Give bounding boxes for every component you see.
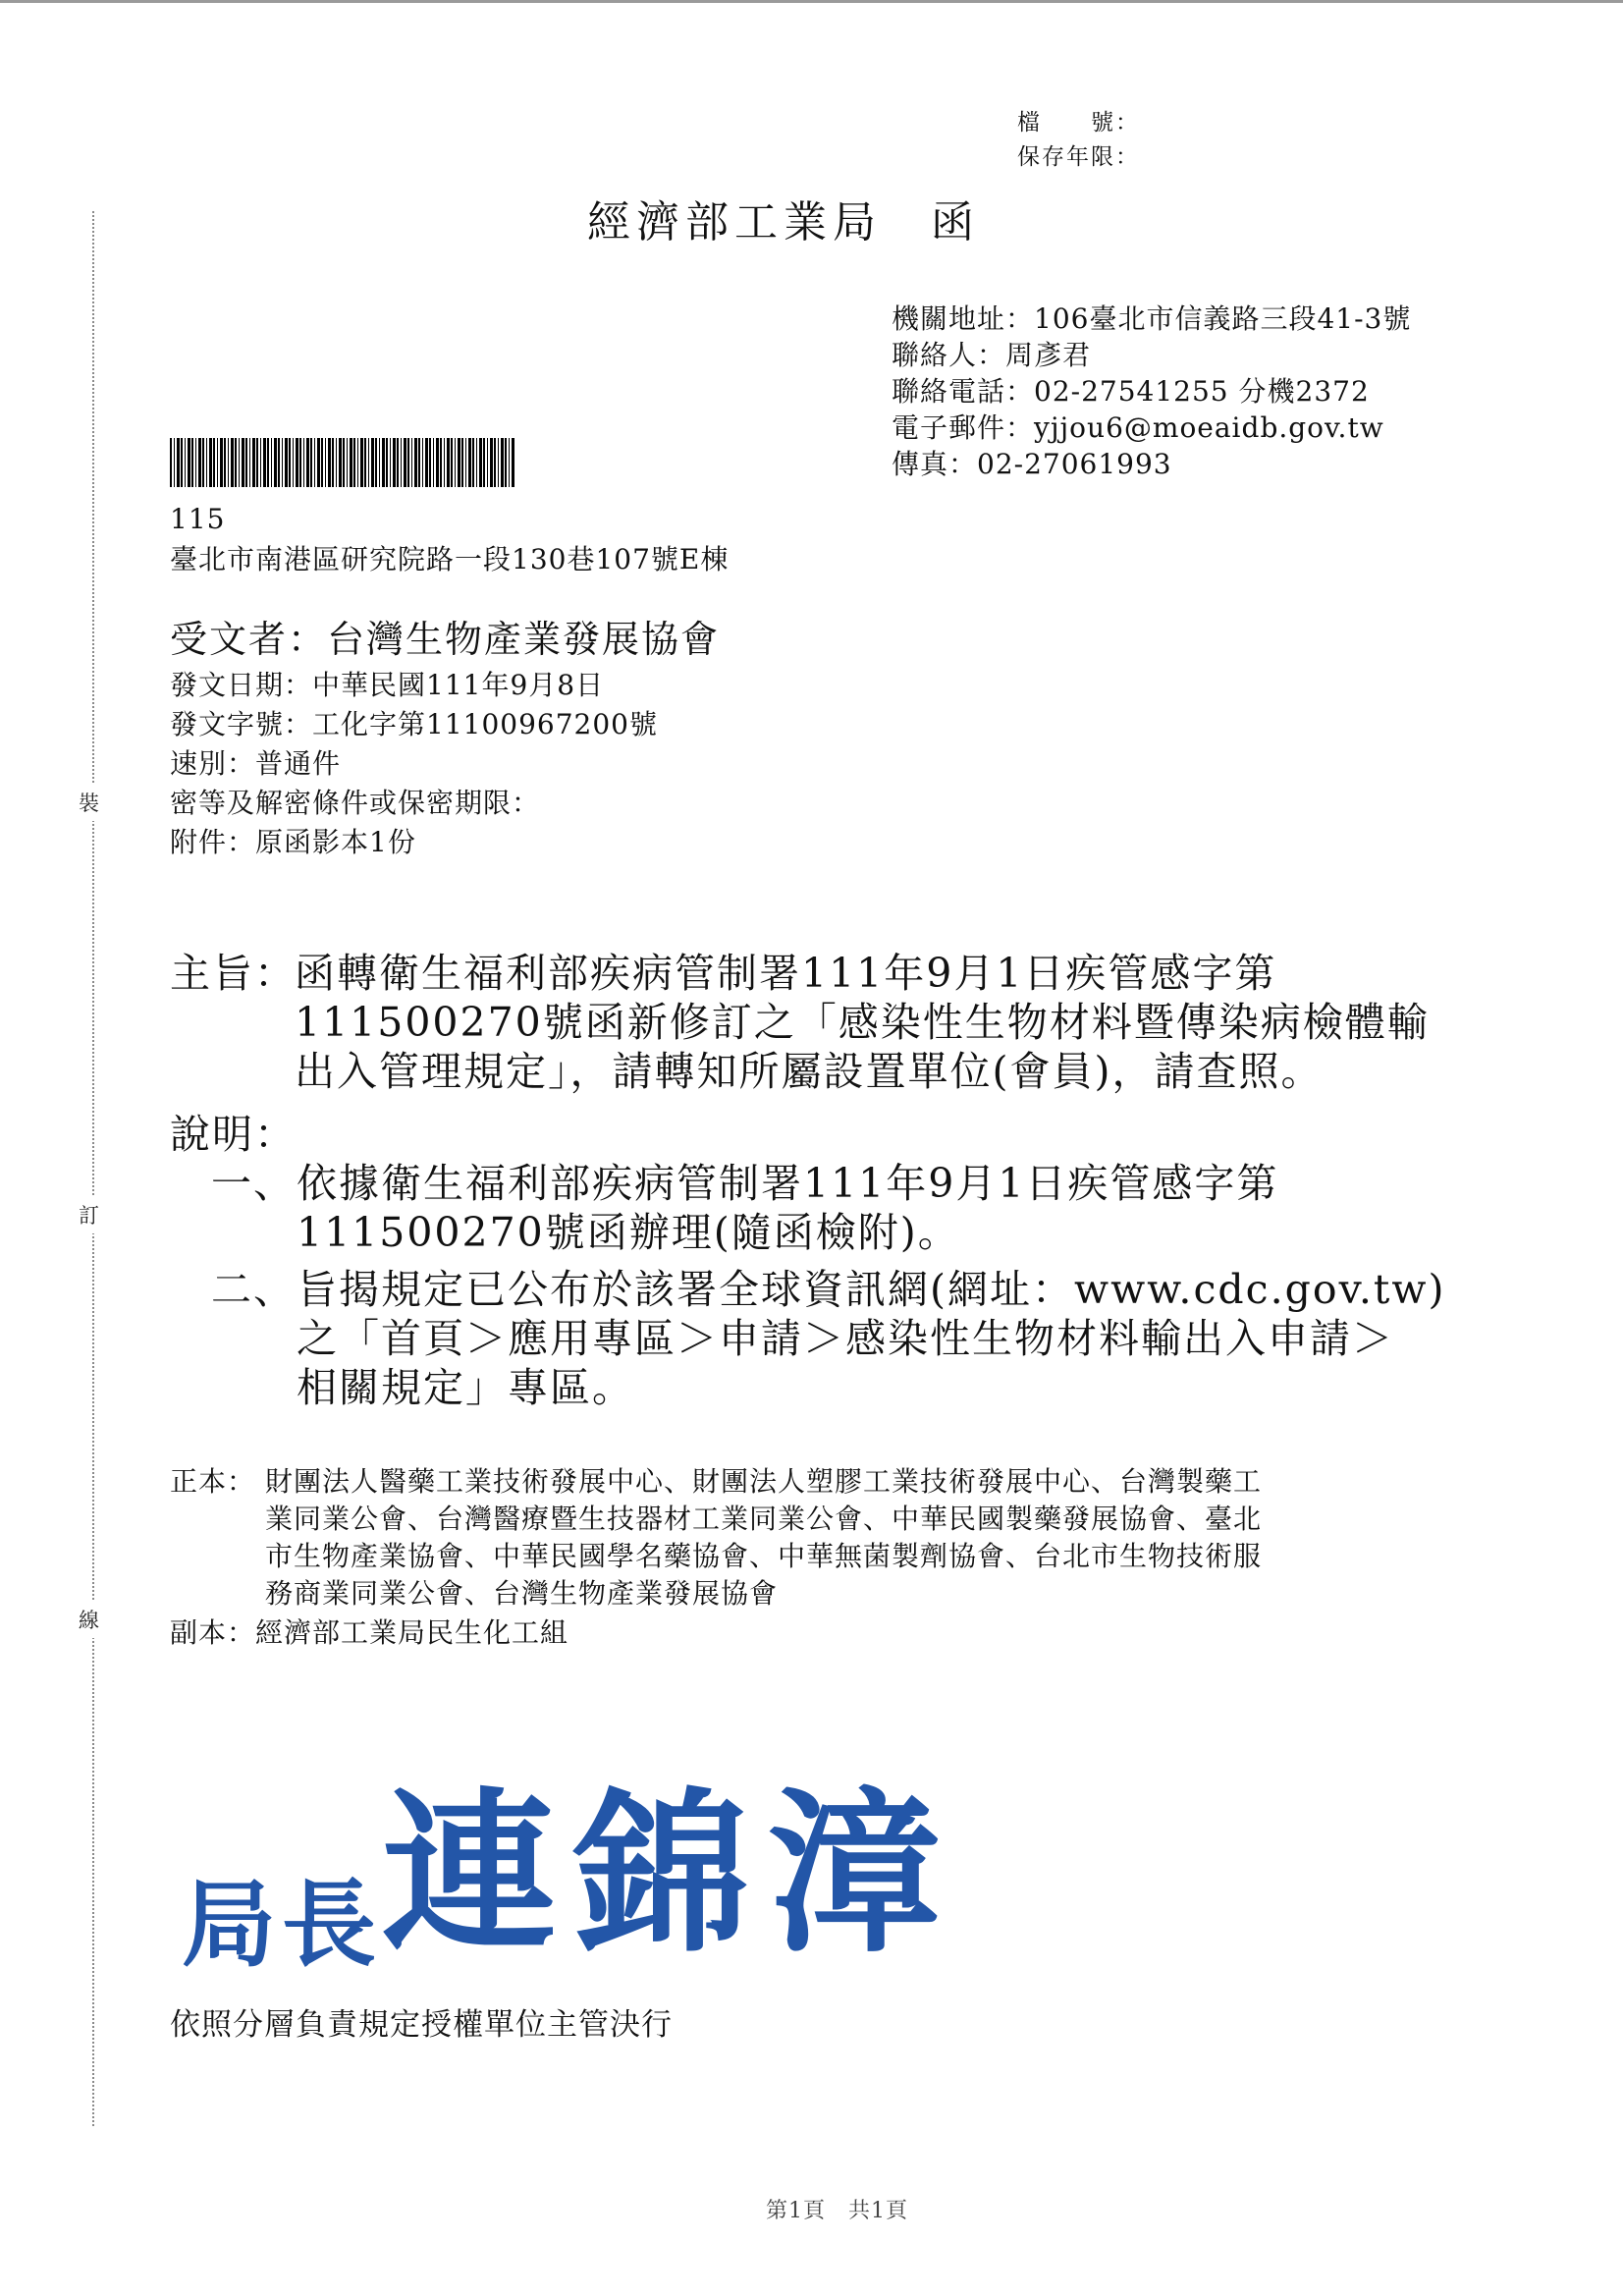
explanation-line: 旨揭規定已公布於該署全球資訊網(網址：www.cdc.gov.tw) xyxy=(297,1266,1446,1313)
explanation-item-1 xyxy=(297,1159,1278,1257)
contact-person: 聯絡人：周彥君 xyxy=(892,339,1092,371)
director-title: 局長 xyxy=(182,1869,382,1980)
contact-phone: 聯絡電話：02-27541255 分機2372 xyxy=(892,375,1370,408)
explanation-line: 依據衛生福利部疾病管制署111年9月1日疾管感字第 xyxy=(297,1160,1279,1207)
retention-period-label: 保存年限： xyxy=(1017,144,1140,170)
postal-code: 115 xyxy=(170,503,226,535)
explanation-line: 111500270號函辦理(隨函檢附)。 xyxy=(297,1209,960,1256)
explanation-item-number: 二、 xyxy=(211,1266,296,1313)
subject-line: 函轉衛生福利部疾病管制署111年9月1日疾管感字第 xyxy=(295,950,1277,997)
subject-line: 111500270號函新修訂之「感染性生物材料暨傳染病檢體輸 xyxy=(295,999,1430,1046)
document-number: 發文字號：工化字第11100967200號 xyxy=(170,708,658,740)
sender-address: 機關地址：106臺北市信義路三段41-3號 xyxy=(892,302,1412,335)
binding-mark-xian: 線 xyxy=(79,1601,99,1638)
speed-class: 速別：普通件 xyxy=(170,747,342,780)
explanation-line: 相關規定」專區。 xyxy=(297,1364,634,1411)
main-copy-line: 市生物產業協會、中華民國學名藥協會、中華無菌製劑協會、台北市生物技術服 xyxy=(265,1540,1263,1572)
document-title: 經濟部工業局 函 xyxy=(587,197,980,247)
confidentiality: 密等及解密條件或保密期限： xyxy=(170,787,541,819)
director-signature-stamp xyxy=(182,1733,959,1985)
issue-date: 發文日期：中華民國111年9月8日 xyxy=(170,669,605,701)
explanation-item-number: 一、 xyxy=(211,1160,296,1207)
recipient-address: 臺北市南港區研究院路一段130巷107號E棟 xyxy=(170,543,730,575)
binding-mark-zhuang: 裝 xyxy=(79,784,99,821)
contact-fax: 傳真：02-27061993 xyxy=(892,448,1172,480)
director-name: 連錦漳 xyxy=(382,1771,959,1976)
explanation-line: 之「首頁＞應用專區＞申請＞感染性生物材料輸出入申請＞ xyxy=(297,1315,1394,1362)
subject-line: 出入管理規定」，請轉知所屬設置單位(會員)，請查照。 xyxy=(295,1048,1324,1095)
main-copy-recipients xyxy=(265,1463,1262,1613)
main-copy-label: 正本： xyxy=(170,1465,256,1498)
main-copy-line: 財團法人醫藥工業技術發展中心、財團法人塑膠工業技術發展中心、台灣製藥工 xyxy=(265,1465,1263,1498)
sender-info-block xyxy=(892,301,1411,482)
attachment: 附件：原函影本1份 xyxy=(170,826,416,858)
barcode xyxy=(170,438,515,487)
main-copy-line: 務商業同業公會、台灣生物產業發展協會 xyxy=(265,1577,779,1610)
subject-text xyxy=(295,949,1430,1096)
binding-line xyxy=(92,211,94,2126)
page-top-edge xyxy=(0,0,1623,3)
subject-label: 主旨： xyxy=(170,950,297,997)
contact-email: 電子郵件：yjjou6@moeaidb.gov.tw xyxy=(892,411,1384,444)
recipient: 受文者：台灣生物產業發展協會 xyxy=(170,618,721,661)
page-number: 第1頁 共1頁 xyxy=(766,2199,908,2223)
explanation-item-2 xyxy=(297,1265,1445,1412)
main-copy-line: 業同業公會、台灣醫療暨生技器材工業同業公會、中華民國製藥發展協會、臺北 xyxy=(265,1503,1263,1535)
document-meta xyxy=(170,666,658,862)
authorization-note: 依照分層負責規定授權單位主管決行 xyxy=(170,2007,673,2043)
file-number-label: 檔 號： xyxy=(1017,110,1140,136)
explanation-label: 說明： xyxy=(170,1111,297,1158)
carbon-copy: 副本：經濟部工業局民生化工組 xyxy=(170,1616,569,1649)
binding-mark-ding: 訂 xyxy=(79,1196,99,1233)
